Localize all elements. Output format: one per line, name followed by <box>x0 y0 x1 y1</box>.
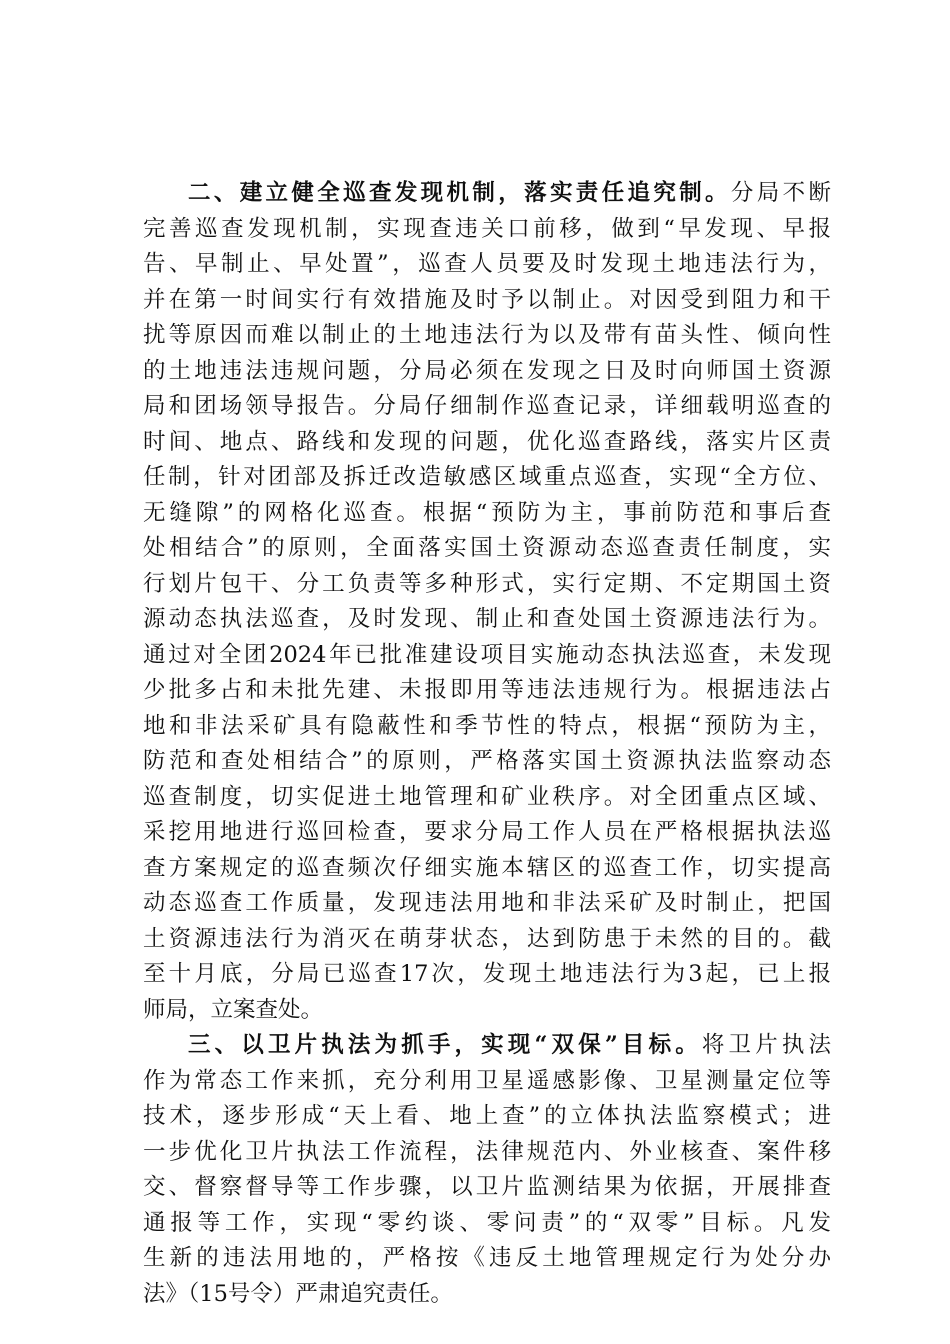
paragraph-line: 通过对全团2024年已批准建设项目实施动态执法巡查，未发现 <box>143 641 831 668</box>
paragraph-line: 至十月底，分局已巡查17次，发现土地违法行为3起，已上报 <box>143 961 831 987</box>
paragraph-line: 任制，针对团部及拆迁改造敏感区域重点巡查，实现“全方位、 <box>143 464 831 490</box>
paragraph-line: 时间、地点、路线和发现的问题，优化巡查路线，落实片区责 <box>143 428 831 455</box>
paragraph-line: 一步优化卫片执法工作流程，法律规范内、外业核查、案件移 <box>143 1138 831 1165</box>
paragraph-line: 地和非法采矿具有隐蔽性和季节性的特点，根据“预防为主， <box>143 712 831 739</box>
paragraph-line: 的土地违法违规问题，分局必须在发现之日及时向师国土资源 <box>143 357 831 384</box>
paragraph-line: 无缝隙”的网格化巡查。根据“预防为主，事前防范和事后查 <box>143 499 831 526</box>
paragraph-line: 少批多占和未批先建、未报即用等违法违规行为。根据违法占 <box>143 677 831 703</box>
section-3-first-text: 将卫片执法 <box>701 1032 831 1058</box>
paragraph-line: 巡查制度，切实促进土地管理和矿业秩序。对全团重点区域、 <box>143 783 831 810</box>
section-2-first-line <box>143 176 831 212</box>
paragraph-line: 处相结合”的原则，全面落实国土资源动态巡查责任制度，实 <box>143 535 831 561</box>
paragraph-line: 局和团场领导报告。分局仔细制作巡查记录，详细载明巡查的 <box>143 393 831 419</box>
paragraph-line: 采挖用地进行巡回检查，要求分局工作人员在严格根据执法巡 <box>143 819 831 845</box>
paragraph-line: 生新的违法用地的，严格按《违反土地管理规定行为处分办 <box>143 1245 831 1271</box>
paragraph-line: 土资源违法行为消灭在萌芽状态，达到防患于未然的目的。截 <box>143 925 831 952</box>
section-2-first-text: 分局不断 <box>730 180 831 206</box>
section-3-heading: 三、以卫片执法为抓手，实现“双保”目标。 <box>188 1032 702 1058</box>
document-body <box>143 176 831 1312</box>
paragraph-line: 交、督察督导等工作步骤，以卫片监测结果为依据，开展排查 <box>143 1174 831 1200</box>
section-2-heading: 二、建立健全巡查发现机制，落实责任追究制。 <box>188 180 731 206</box>
paragraph-line: 作为常态工作来抓，充分利用卫星遥感影像、卫星测量定位等 <box>143 1067 831 1094</box>
paragraph-line: 行划片包干、分工负责等多种形式，实行定期、不定期国土资 <box>143 570 831 597</box>
paragraph-line: 技术，逐步形成“天上看、地上查”的立体执法监察模式；进 <box>143 1103 831 1129</box>
section-3-first-line <box>143 1028 831 1064</box>
paragraph-last-line: 法》（15号令）严肃追究责任。 <box>143 1280 453 1307</box>
paragraph-line: 告、早制止、早处置”，巡查人员要及时发现土地违法行为， <box>143 251 831 277</box>
paragraph-line: 源动态执法巡查，及时发现、制止和查处国土资源违法行为。 <box>143 606 831 632</box>
paragraph-line: 扰等原因而难以制止的土地违法行为以及带有苗头性、倾向性 <box>143 322 831 348</box>
paragraph-line: 通报等工作，实现“零约谈、零问责”的“双零”目标。凡发 <box>143 1209 831 1236</box>
paragraph-line: 并在第一时间实行有效措施及时予以制止。对因受到阻力和干 <box>143 286 831 313</box>
paragraph-last-line: 师局，立案查处。 <box>143 996 324 1023</box>
paragraph-line: 防范和查处相结合”的原则，严格落实国土资源执法监察动态 <box>143 748 831 774</box>
paragraph-line: 完善巡查发现机制，实现查违关口前移，做到“早发现、早报 <box>143 215 831 242</box>
paragraph-line: 动态巡查工作质量，发现违法用地和非法采矿及时制止，把国 <box>143 890 831 916</box>
paragraph-line: 查方案规定的巡查频次仔细实施本辖区的巡查工作，切实提高 <box>143 854 831 881</box>
